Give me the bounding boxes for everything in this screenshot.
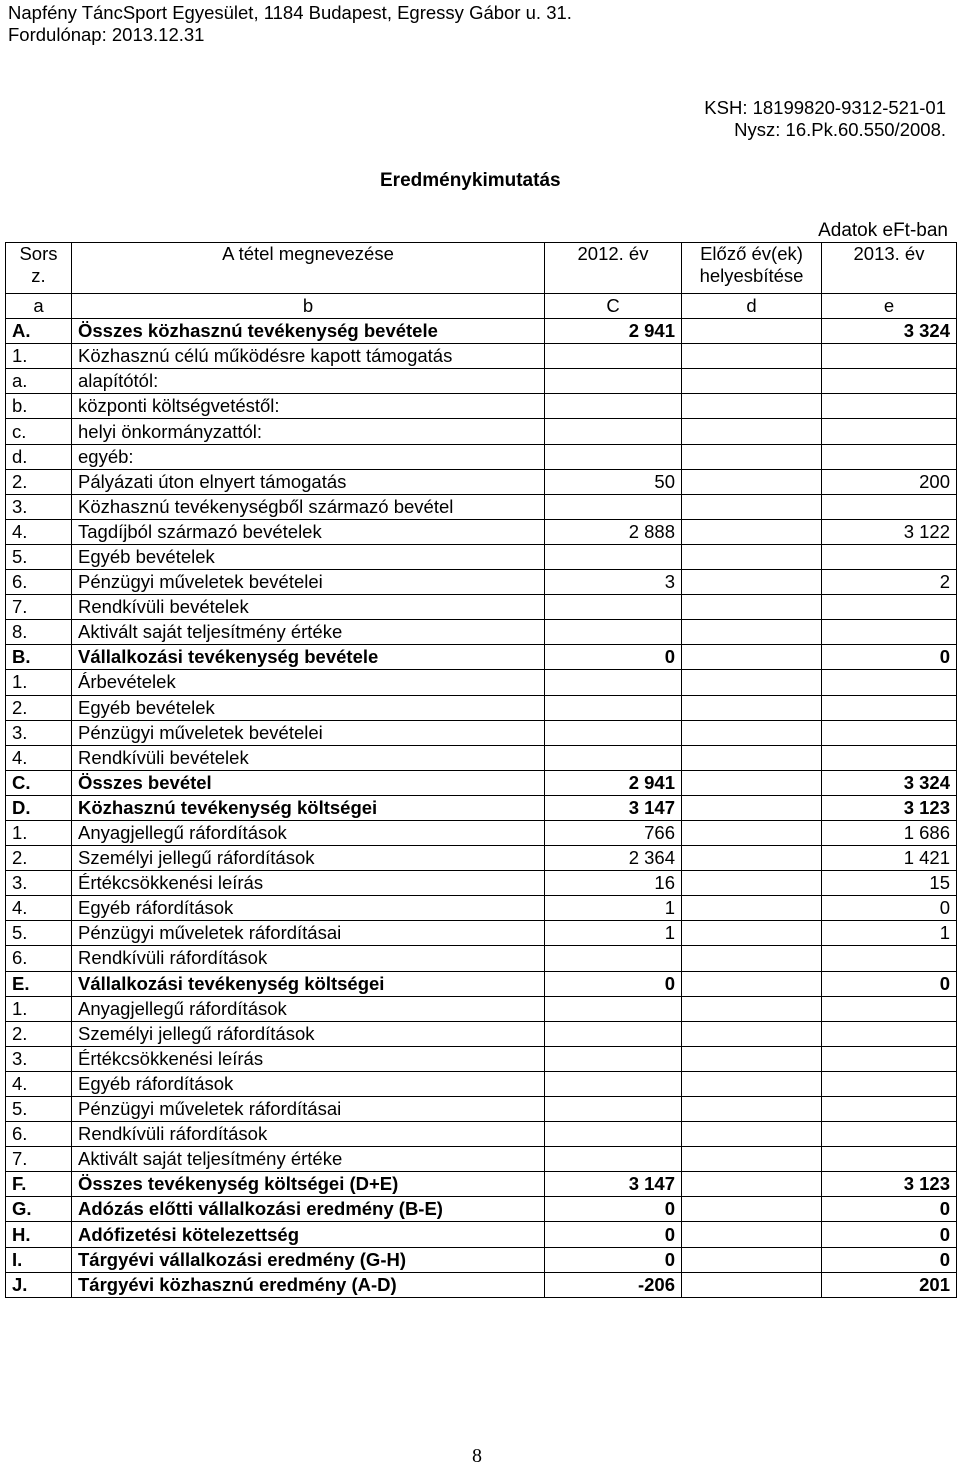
value-2013 (822, 695, 957, 720)
value-correction (682, 770, 822, 795)
value-correction (682, 1122, 822, 1147)
row-name: Közhasznú célú működésre kapott támogatás (72, 344, 545, 369)
value-2013: 3 123 (822, 1172, 957, 1197)
value-2012 (545, 1021, 682, 1046)
value-correction (682, 1197, 822, 1222)
table-row (6, 544, 957, 569)
value-correction (682, 695, 822, 720)
value-2013 (822, 670, 957, 695)
value-2012: 50 (545, 469, 682, 494)
value-correction (682, 871, 822, 896)
value-2012 (545, 394, 682, 419)
value-correction (682, 795, 822, 820)
value-2013 (822, 595, 957, 620)
value-2012 (545, 946, 682, 971)
table-row (6, 595, 957, 620)
row-name: helyi önkormányzattól: (72, 419, 545, 444)
value-2012 (545, 695, 682, 720)
value-correction (682, 846, 822, 871)
ksh-number: KSH: 18199820-9312-521-01 (704, 97, 946, 118)
value-2012 (545, 369, 682, 394)
col-header-number: Sors z. (6, 243, 72, 294)
table-row (6, 820, 957, 845)
row-number: 1. (6, 344, 72, 369)
table-row (6, 1172, 957, 1197)
row-name: Adófizetési kötelezettség (72, 1222, 545, 1247)
row-number: J. (6, 1272, 72, 1297)
row-number: 4. (6, 896, 72, 921)
value-correction (682, 419, 822, 444)
row-number: c. (6, 419, 72, 444)
value-2012 (545, 620, 682, 645)
value-correction (682, 670, 822, 695)
col-header-2012: 2012. év (545, 243, 682, 294)
table-row (6, 946, 957, 971)
unit-note: Adatok eFt-ban (818, 220, 948, 241)
value-2013: 0 (822, 1222, 957, 1247)
value-2012 (545, 1097, 682, 1122)
value-correction (682, 1272, 822, 1297)
value-2012: 2 888 (545, 519, 682, 544)
row-name: Adózás előtti vállalkozási eredmény (B-E) (72, 1197, 545, 1222)
row-name: Vállalkozási tevékenység költségei (72, 971, 545, 996)
row-name: egyéb: (72, 444, 545, 469)
table-row (6, 469, 957, 494)
row-number: 1. (6, 820, 72, 845)
value-2013: 0 (822, 645, 957, 670)
row-name: Egyéb bevételek (72, 695, 545, 720)
value-2013 (822, 1021, 957, 1046)
value-2012 (545, 670, 682, 695)
value-2013 (822, 419, 957, 444)
value-2013: 0 (822, 1197, 957, 1222)
row-number: 3. (6, 720, 72, 745)
value-2012 (545, 595, 682, 620)
table-row (6, 996, 957, 1021)
row-number: E. (6, 971, 72, 996)
row-number: 6. (6, 570, 72, 595)
row-number: b. (6, 394, 72, 419)
row-number: 6. (6, 1122, 72, 1147)
value-2012 (545, 494, 682, 519)
row-number: 1. (6, 996, 72, 1021)
row-number: 2. (6, 1021, 72, 1046)
letter-d: d (682, 294, 822, 319)
value-2013 (822, 1046, 957, 1071)
row-name: Árbevételek (72, 670, 545, 695)
row-number: 6. (6, 946, 72, 971)
row-number: 4. (6, 519, 72, 544)
value-2013 (822, 344, 957, 369)
value-2012: 0 (545, 645, 682, 670)
row-name: Egyéb ráfordítások (72, 1071, 545, 1096)
value-correction (682, 519, 822, 544)
row-name: Összes közhasznú tevékenység bevétele (72, 319, 545, 344)
row-number: F. (6, 1172, 72, 1197)
value-2012 (545, 344, 682, 369)
value-2012: 2 364 (545, 846, 682, 871)
row-name: Pályázati úton elnyert támogatás (72, 469, 545, 494)
row-name: Összes bevétel (72, 770, 545, 795)
table-row (6, 344, 957, 369)
page-number: 8 (472, 1445, 482, 1467)
table-header-row (6, 243, 957, 294)
value-2013 (822, 494, 957, 519)
table-row (6, 1071, 957, 1096)
value-2012: -206 (545, 1272, 682, 1297)
row-number: G. (6, 1197, 72, 1222)
table-row (6, 1122, 957, 1147)
row-number: 3. (6, 1046, 72, 1071)
value-2012 (545, 419, 682, 444)
value-correction (682, 820, 822, 845)
table-row (6, 971, 957, 996)
col-header-2013: 2013. év (822, 243, 957, 294)
value-correction (682, 1097, 822, 1122)
org-name-line: Napfény TáncSport Egyesület, 1184 Budapest, Egressy Gábor u. 31. (8, 2, 572, 23)
table-row (6, 670, 957, 695)
value-2013: 0 (822, 896, 957, 921)
col-header-name: A tétel megnevezése (72, 243, 545, 294)
row-name: Rendkívüli bevételek (72, 745, 545, 770)
row-number: 5. (6, 544, 72, 569)
value-2012: 3 147 (545, 1172, 682, 1197)
table-row (6, 319, 957, 344)
row-name: Rendkívüli ráfordítások (72, 946, 545, 971)
row-name: alapítótól: (72, 369, 545, 394)
row-name: Vállalkozási tevékenység bevétele (72, 645, 545, 670)
value-2013: 1 421 (822, 846, 957, 871)
row-name: Tagdíjból származó bevételek (72, 519, 545, 544)
row-name: Értékcsökkenési leírás (72, 871, 545, 896)
value-2013 (822, 1147, 957, 1172)
value-2012: 0 (545, 971, 682, 996)
value-2012: 2 941 (545, 770, 682, 795)
table-row (6, 519, 957, 544)
table-row (6, 921, 957, 946)
value-2013 (822, 1122, 957, 1147)
row-number: 7. (6, 1147, 72, 1172)
value-2012 (545, 1046, 682, 1071)
table-row (6, 1046, 957, 1071)
value-2013: 2 (822, 570, 957, 595)
row-name: központi költségvetéstől: (72, 394, 545, 419)
value-correction (682, 469, 822, 494)
row-name: Rendkívüli bevételek (72, 595, 545, 620)
value-2013 (822, 1097, 957, 1122)
table-row (6, 720, 957, 745)
row-number: 5. (6, 921, 72, 946)
table-row (6, 745, 957, 770)
row-name: Összes tevékenység költségei (D+E) (72, 1172, 545, 1197)
row-number: 2. (6, 846, 72, 871)
row-number: 3. (6, 871, 72, 896)
row-number: A. (6, 319, 72, 344)
value-correction (682, 595, 822, 620)
value-2013: 3 324 (822, 770, 957, 795)
value-correction (682, 1071, 822, 1096)
value-correction (682, 1046, 822, 1071)
letter-c: C (545, 294, 682, 319)
value-correction (682, 1222, 822, 1247)
table-row (6, 1272, 957, 1297)
value-2013: 15 (822, 871, 957, 896)
table-row (6, 1247, 957, 1272)
table-row (6, 795, 957, 820)
value-2013 (822, 946, 957, 971)
table-row (6, 645, 957, 670)
row-name: Közhasznú tevékenység költségei (72, 795, 545, 820)
value-correction (682, 896, 822, 921)
value-2012: 16 (545, 871, 682, 896)
row-name: Pénzügyi műveletek bevételei (72, 720, 545, 745)
value-2012: 1 (545, 921, 682, 946)
row-number: d. (6, 444, 72, 469)
value-2013 (822, 369, 957, 394)
row-name: Személyi jellegű ráfordítások (72, 1021, 545, 1046)
table-row (6, 570, 957, 595)
value-2012 (545, 544, 682, 569)
value-correction (682, 1147, 822, 1172)
row-number: D. (6, 795, 72, 820)
value-2013 (822, 996, 957, 1021)
value-correction (682, 1021, 822, 1046)
reference-date: Fordulónap: 2013.12.31 (8, 24, 205, 45)
value-2012 (545, 745, 682, 770)
row-number: 2. (6, 469, 72, 494)
value-correction (682, 570, 822, 595)
value-2013: 1 (822, 921, 957, 946)
value-correction (682, 344, 822, 369)
value-2013 (822, 394, 957, 419)
value-2012 (545, 1122, 682, 1147)
value-correction (682, 1172, 822, 1197)
table-row (6, 846, 957, 871)
income-statement-table (5, 242, 957, 1298)
value-2012 (545, 444, 682, 469)
registration-number: Nysz: 16.Pk.60.550/2008. (734, 119, 946, 140)
table-row (6, 1021, 957, 1046)
value-2012: 1 (545, 896, 682, 921)
table-row (6, 1147, 957, 1172)
row-number: H. (6, 1222, 72, 1247)
row-number: 2. (6, 695, 72, 720)
table-row (6, 770, 957, 795)
row-number: 8. (6, 620, 72, 645)
row-name: Tárgyévi közhasznú eredmény (A-D) (72, 1272, 545, 1297)
row-number: 3. (6, 494, 72, 519)
value-2012: 3 (545, 570, 682, 595)
table-row (6, 871, 957, 896)
row-number: a. (6, 369, 72, 394)
value-2013 (822, 1071, 957, 1096)
value-2012 (545, 720, 682, 745)
value-correction (682, 620, 822, 645)
value-2013: 1 686 (822, 820, 957, 845)
value-2013: 0 (822, 1247, 957, 1272)
row-number: 1. (6, 670, 72, 695)
row-name: Pénzügyi műveletek ráfordításai (72, 1097, 545, 1122)
row-name: Tárgyévi vállalkozási eredmény (G-H) (72, 1247, 545, 1272)
table-row (6, 494, 957, 519)
value-2013 (822, 720, 957, 745)
row-name: Pénzügyi műveletek ráfordításai (72, 921, 545, 946)
value-2012: 2 941 (545, 319, 682, 344)
value-2013 (822, 745, 957, 770)
value-2012: 0 (545, 1197, 682, 1222)
value-correction (682, 319, 822, 344)
value-correction (682, 921, 822, 946)
value-correction (682, 645, 822, 670)
table-row (6, 394, 957, 419)
row-name: Közhasznú tevékenységből származó bevétel (72, 494, 545, 519)
value-correction (682, 946, 822, 971)
letter-a: a (6, 294, 72, 319)
row-number: 7. (6, 595, 72, 620)
row-name: Értékcsökkenési leírás (72, 1046, 545, 1071)
value-2012: 3 147 (545, 795, 682, 820)
value-correction (682, 544, 822, 569)
table-row (6, 369, 957, 394)
value-correction (682, 369, 822, 394)
table-row (6, 695, 957, 720)
row-number: 5. (6, 1097, 72, 1122)
value-2012 (545, 1147, 682, 1172)
letter-row (6, 294, 957, 319)
table-row (6, 1097, 957, 1122)
row-number: 4. (6, 1071, 72, 1096)
table-row (6, 896, 957, 921)
value-2013 (822, 544, 957, 569)
letter-e: e (822, 294, 957, 319)
row-number: B. (6, 645, 72, 670)
row-name: Aktivált saját teljesítmény értéke (72, 620, 545, 645)
table-row (6, 1222, 957, 1247)
value-2012 (545, 1071, 682, 1096)
value-correction (682, 996, 822, 1021)
value-correction (682, 394, 822, 419)
letter-b: b (72, 294, 545, 319)
row-number: I. (6, 1247, 72, 1272)
value-2013: 200 (822, 469, 957, 494)
row-name: Egyéb ráfordítások (72, 896, 545, 921)
table-row (6, 419, 957, 444)
value-2013 (822, 620, 957, 645)
value-2013: 0 (822, 971, 957, 996)
table-row (6, 620, 957, 645)
row-name: Személyi jellegű ráfordítások (72, 846, 545, 871)
row-name: Pénzügyi műveletek bevételei (72, 570, 545, 595)
value-correction (682, 720, 822, 745)
row-name: Egyéb bevételek (72, 544, 545, 569)
value-2013: 3 123 (822, 795, 957, 820)
report-title: Eredménykimutatás (380, 170, 561, 191)
value-correction (682, 494, 822, 519)
col-header-correction: Előző év(ek) helyesbítése (682, 243, 822, 294)
value-correction (682, 444, 822, 469)
row-name: Aktivált saját teljesítmény értéke (72, 1147, 545, 1172)
row-number: C. (6, 770, 72, 795)
value-2013: 3 324 (822, 319, 957, 344)
value-2012: 766 (545, 820, 682, 845)
value-correction (682, 1247, 822, 1272)
value-2012: 0 (545, 1247, 682, 1272)
value-2013 (822, 444, 957, 469)
value-2012 (545, 996, 682, 1021)
value-correction (682, 745, 822, 770)
row-name: Anyagjellegű ráfordítások (72, 996, 545, 1021)
table-row (6, 1197, 957, 1222)
row-number: 4. (6, 745, 72, 770)
value-2012: 0 (545, 1222, 682, 1247)
value-2013: 201 (822, 1272, 957, 1297)
value-2013: 3 122 (822, 519, 957, 544)
value-correction (682, 971, 822, 996)
row-name: Rendkívüli ráfordítások (72, 1122, 545, 1147)
row-name: Anyagjellegű ráfordítások (72, 820, 545, 845)
table-row (6, 444, 957, 469)
